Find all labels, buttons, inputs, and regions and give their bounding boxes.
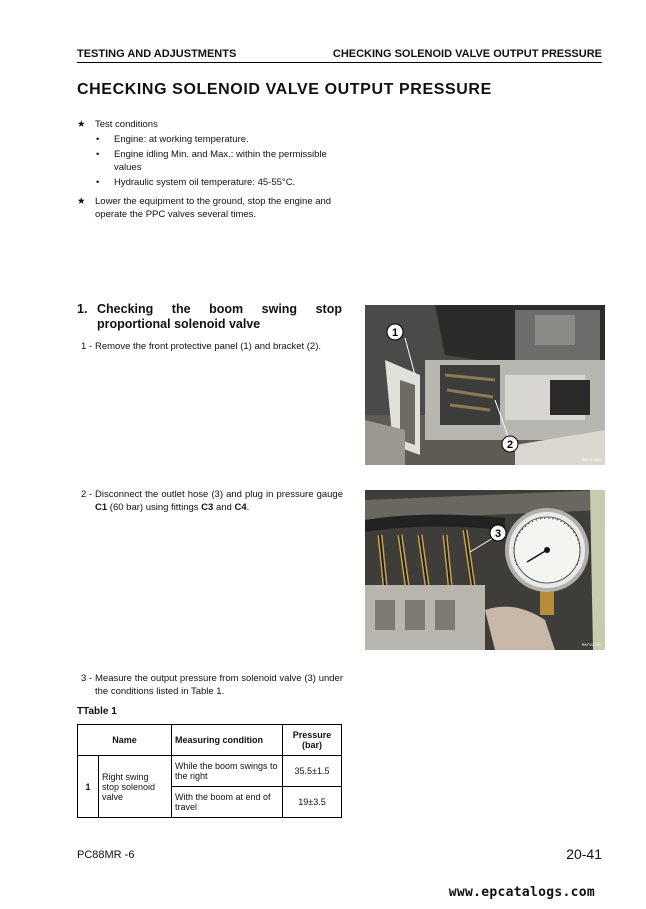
measuring-condition: While the boom swings to the right (172, 756, 283, 787)
header-pressure: Pressure (bar) (283, 725, 342, 756)
pressure-value: 19±3.5 (283, 787, 342, 818)
step-text: Measure the output pressure from solenoid valve (3) under the conditions listed in Table 1. (95, 673, 343, 697)
photo-code: RKP22881 (581, 457, 601, 462)
table-header-row (78, 725, 342, 756)
pressure-value: 35.5±1.5 (283, 756, 342, 787)
step-number: 1 - (81, 341, 93, 352)
star-icon: ★ (77, 119, 86, 130)
callout-2: 2 (506, 439, 514, 451)
step-2 (81, 488, 343, 514)
header-name: Name (78, 725, 172, 756)
note-text: Lower the equipment to the ground, stop the engine and operate the PPC valves several times. (95, 196, 332, 220)
step-number: 3 - (81, 673, 93, 684)
condition-text: Engine: at working temperature. (114, 134, 249, 145)
condition-text: Hydraulic system oil temperature: 45-55°C. (114, 177, 296, 188)
photo-code: RKP22780 (581, 642, 601, 647)
footer-model: PC88MR -6 (77, 849, 135, 861)
section-title-line2: proportional solenoid valve (97, 317, 261, 331)
test-conditions (77, 118, 347, 221)
condition-text: Engine idling Min. and Max.: within the permissible values (114, 149, 327, 173)
section-heading (77, 302, 342, 332)
header-rule (77, 62, 602, 63)
fitting-code: C3 (201, 502, 214, 513)
callout-3: 3 (494, 528, 502, 540)
gauge-code: C1 (95, 502, 108, 513)
bullet-icon: • (96, 134, 100, 145)
table-caption: TTable 1 (77, 706, 117, 717)
conditions-title: Test conditions (95, 119, 158, 130)
condition-item (77, 133, 347, 146)
header-topic: CHECKING SOLENOID VALVE OUTPUT PRESSURE (332, 48, 602, 60)
step-1 (81, 340, 343, 353)
row-number: 1 (78, 756, 99, 818)
star-icon: ★ (77, 196, 86, 207)
measuring-condition: With the boom at end of travel (172, 787, 283, 818)
measurement-table (77, 724, 342, 818)
step-3 (81, 672, 343, 698)
bullet-icon: • (96, 149, 100, 160)
condition-item (77, 176, 347, 189)
header-section: TESTING AND ADJUSTMENTS (77, 48, 237, 60)
callout-1: 1 (391, 327, 399, 339)
valve-name: Right swing stop solenoid valve (99, 756, 172, 818)
photo-pressure-gauge (365, 490, 605, 650)
condition-item (77, 148, 347, 174)
conditions-heading (77, 118, 347, 131)
page-title: CHECKING SOLENOID VALVE OUTPUT PRESSURE (77, 81, 492, 98)
table-row (78, 756, 342, 787)
photo-front-panel (365, 305, 605, 465)
page-number: 20-41 (566, 846, 602, 862)
conditions-note (77, 195, 347, 221)
fitting-code: C4 (234, 502, 247, 513)
step-text: Remove the front protective panel (1) and bracket (2). (95, 341, 322, 352)
bullet-icon: • (96, 177, 100, 188)
header-condition: Measuring condition (172, 725, 283, 756)
section-number: 1. (77, 302, 88, 316)
step-text: Disconnect the outlet hose (3) and plug in pressure gauge C1 (60 bar) using fittings C3 and C4. (95, 489, 343, 513)
section-title-line1: Checking the boom swing stop (97, 302, 342, 316)
watermark-link[interactable]: www.epcatalogs.com (448, 885, 595, 900)
step-number: 2 - (81, 489, 93, 500)
